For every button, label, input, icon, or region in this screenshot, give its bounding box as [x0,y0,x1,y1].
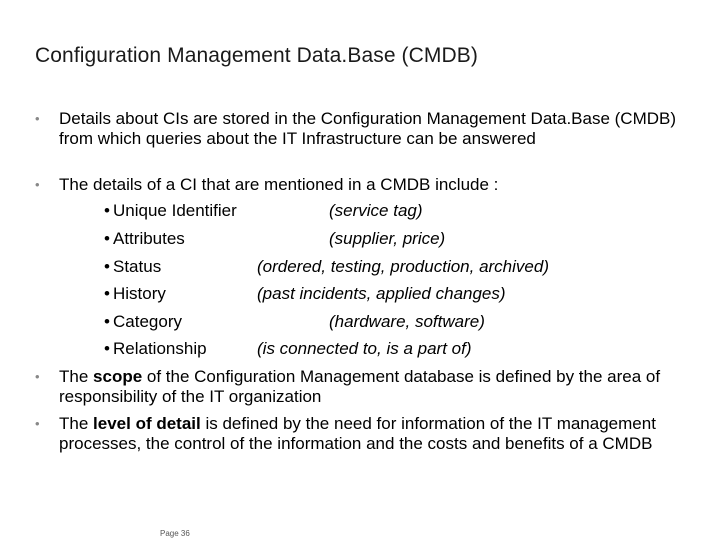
scope-prefix: The [59,367,94,386]
sub-item-detail: (supplier, price) [329,229,446,248]
bullet-scope [59,367,709,407]
level-suffix: is defined by the need for information of the IT management processes, the control of the information and the costs and benefits of a CMDB [59,414,656,453]
bullet-level-of-detail [59,414,709,454]
bullet-marker: • [35,111,40,126]
sub-item-label: Unique Identifier [113,201,237,220]
sub-bullet-marker: • [104,229,110,248]
sub-item-label: Status [113,257,162,276]
sub-item-detail: (past incidents, applied changes) [257,284,506,303]
bullet-cmdb-details: Details about CIs are stored in the Configuration Management Data.Base (CMDB) from which queries about the IT Infrastructure can be answered [59,109,677,148]
sub-item-label: Attributes [113,229,185,248]
page-number: Page 36 [160,529,190,538]
bullet-ci-details: The details of a CI that are mentioned in a CMDB include : [59,175,499,194]
sub-item-detail: (hardware, software) [329,312,485,331]
sub-bullet-marker: • [104,201,110,220]
scope-suffix: of the Configuration Management database is defined by the area of responsibility of the IT organization [59,367,661,406]
sub-bullet-marker: • [104,339,110,358]
level-prefix: The [59,414,94,433]
sub-item-detail: (is connected to, is a part of) [257,339,472,358]
sub-item-detail: (ordered, testing, production, archived) [257,257,549,276]
scope-emphasis: scope [93,367,143,386]
bullet-marker: • [35,416,40,431]
sub-bullet-marker: • [104,257,110,276]
sub-bullet-marker: • [104,312,110,331]
level-emphasis: level of detail [93,414,201,433]
bullet-marker: • [35,177,40,192]
sub-bullet-marker: • [104,284,110,303]
sub-item-label: Category [113,312,182,331]
bullet-marker: • [35,369,40,384]
sub-item-label: History [113,284,166,303]
sub-item-detail: (service tag) [329,201,423,220]
slide-title: Configuration Management Data.Base (CMDB) [35,44,478,67]
sub-item-label: Relationship [113,339,207,358]
